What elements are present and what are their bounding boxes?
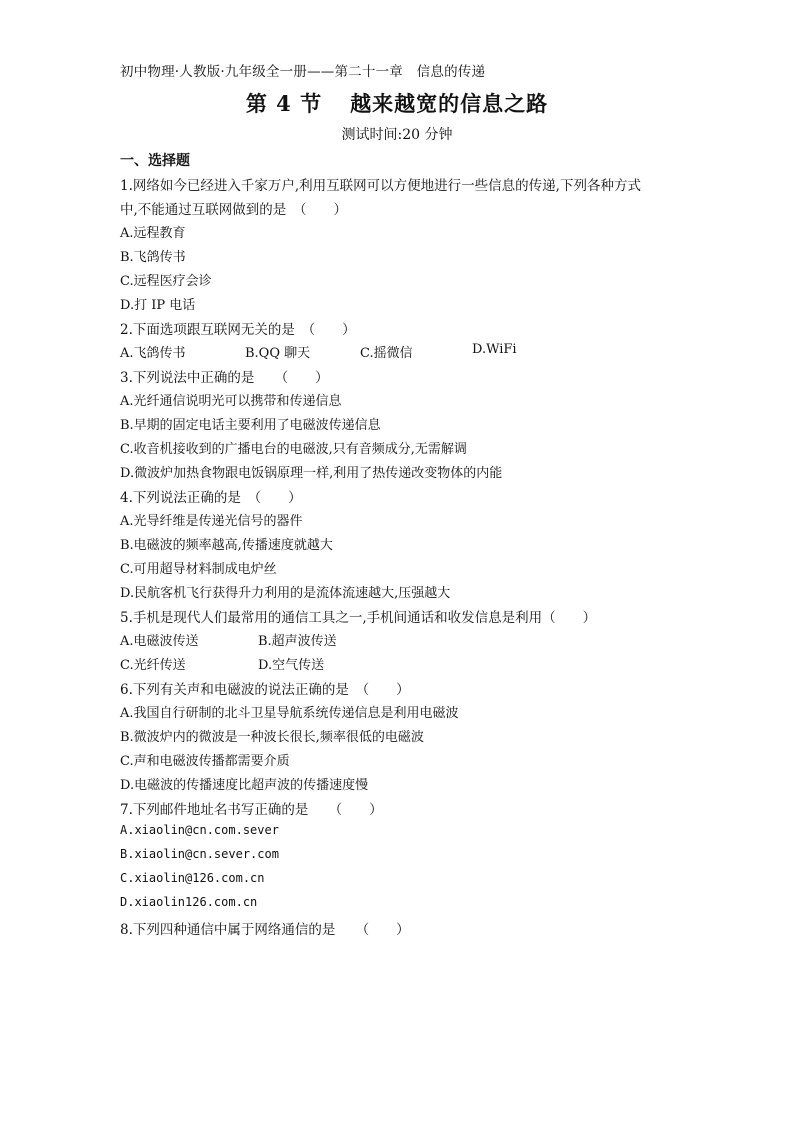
- question-1-option-b: B.飞鸽传书: [120, 250, 186, 265]
- question-6-option-a: A.我国自行研制的北斗卫星导航系统传递信息是利用电磁波: [120, 706, 459, 721]
- question-2-option-b: B.QQ 聊天: [245, 346, 311, 361]
- question-1-option-c: C.远程医疗会诊: [120, 274, 212, 289]
- question-2-option-d: D.WiFi: [472, 342, 517, 357]
- section-heading: 一、选择题: [120, 153, 190, 169]
- question-7-stem: 7.下列邮件地址名书写正确的是 （ ）: [120, 802, 383, 818]
- question-4-stem: 4.下列说法正确的是 （ ）: [120, 490, 302, 506]
- question-5-stem: 5.手机是现代人们最常用的通信工具之一,手机间通话和收发信息是利用（ ）: [120, 610, 597, 626]
- chapter-breadcrumb: 初中物理·人教版·九年级全一册——第二十一章 信息的传递: [120, 64, 486, 80]
- question-3-option-b: B.早期的固定电话主要利用了电磁波传递信息: [120, 418, 381, 433]
- question-6-option-b: B.微波炉内的微波是一种波长很长,频率很低的电磁波: [120, 730, 424, 745]
- question-2-stem: 2.下面选项跟互联网无关的是 （ ）: [120, 322, 356, 338]
- question-4-option-b: B.电磁波的频率越高,传播速度就越大: [120, 538, 333, 553]
- question-1-option-d: D.打 IP 电话: [120, 298, 196, 313]
- question-5-option-c: C.光纤传送: [120, 658, 186, 673]
- question-2-option-a: A.飞鸽传书: [120, 346, 186, 361]
- question-4-option-c: C.可用超导材料制成电炉丝: [120, 562, 277, 577]
- page-title: [0, 88, 794, 118]
- question-6-option-c: C.声和电磁波传播都需要介质: [120, 754, 290, 769]
- question-3-option-c: C.收音机接收到的广播电台的电磁波,只有音频成分,无需解调: [120, 442, 467, 457]
- question-3-option-d: D.微波炉加热食物跟电饭锅原理一样,利用了热传递改变物体的内能: [120, 466, 503, 481]
- test-time: 测试时间:20 分钟: [341, 127, 453, 143]
- question-1-option-a: A.远程教育: [120, 226, 186, 241]
- question-5-option-a: A.电磁波传送: [120, 634, 199, 649]
- question-6-option-d: D.电磁波的传播速度比超声波的传播速度慢: [120, 778, 369, 793]
- question-3-stem: 3.下列说法中正确的是 （ ）: [120, 370, 329, 386]
- question-8-stem: 8.下列四种通信中属于网络通信的是 （ ）: [120, 922, 410, 938]
- question-2-option-c: C.摇微信: [360, 346, 413, 361]
- question-1-stem-line1: 1.网络如今已经进入千家万户,利用互联网可以方便地进行一些信息的传递,下列各种方式: [120, 178, 641, 194]
- question-1-stem-line2: 中,不能通过互联网做到的是 （ ）: [120, 202, 348, 218]
- question-6-stem: 6.下列有关声和电磁波的说法正确的是 （ ）: [120, 682, 410, 698]
- question-7-option-d: D.xiaolin126.com.cn: [120, 895, 258, 909]
- section-title: 越来越宽的信息之路: [350, 91, 549, 116]
- section-number: 第 4 节: [245, 91, 323, 116]
- question-3-option-a: A.光纤通信说明光可以携带和传递信息: [120, 394, 342, 409]
- question-4-option-d: D.民航客机飞行获得升力利用的是流体流速越大,压强越大: [120, 586, 451, 601]
- question-4-option-a: A.光导纤维是传递光信号的器件: [120, 514, 303, 529]
- question-7-option-a: A.xiaolin@cn.com.sever: [120, 823, 279, 837]
- question-5-option-b: B.超声波传送: [258, 634, 337, 649]
- question-5-option-d: D.空气传送: [258, 658, 325, 673]
- question-7-option-b: B.xiaolin@cn.sever.com: [120, 847, 279, 861]
- question-7-option-c: C.xiaolin@126.com.cn: [120, 871, 265, 885]
